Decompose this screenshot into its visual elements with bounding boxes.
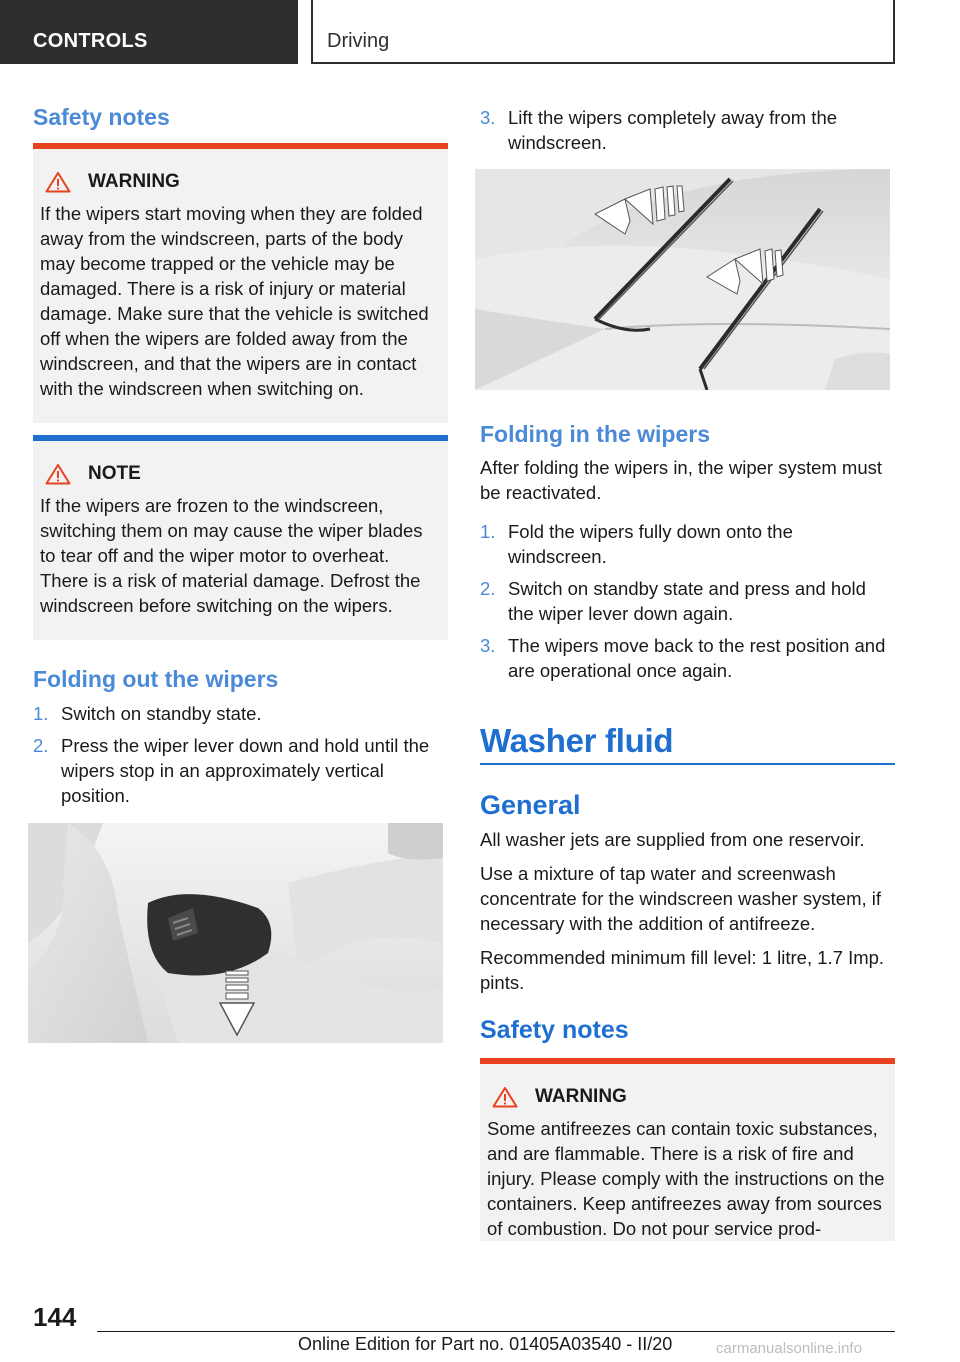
note-text: If the wipers are frozen to the windscreen, switching them on may cause the wiper blades to tear off and the wiper motor to overheat. There is a risk of material damage. Defrost the windscreen before switching on the wipers. xyxy=(40,495,423,616)
note-label: NOTE xyxy=(88,463,141,484)
folding-in-intro xyxy=(480,455,895,514)
general-paragraph: Use a mixture of tap water and screenwash concentrate for the windscreen washer system, if necessary with the addition of antifreeze. xyxy=(480,863,882,934)
general-text xyxy=(480,827,895,1004)
edition-label: Online Edition for Part no. 01405A03540 - II/20 xyxy=(298,1334,673,1354)
warning-label: WARNING xyxy=(535,1086,627,1107)
general-paragraph: All washer jets are supplied from one reservoir. xyxy=(480,829,865,850)
warning-box xyxy=(33,143,448,423)
list-item xyxy=(480,519,895,569)
step-number: 3. xyxy=(480,635,496,656)
step-text: Fold the wipers fully down onto the windscreen. xyxy=(508,521,793,567)
step-text: The wipers move back to the rest position and are operational once again. xyxy=(508,635,886,681)
warning-triangle-icon xyxy=(45,171,71,193)
step-number: 2. xyxy=(480,578,496,599)
step-number: 2. xyxy=(33,735,49,756)
step-number: 1. xyxy=(480,521,496,542)
watermark: carmanualsonline.info xyxy=(716,1340,862,1357)
warning-text: If the wipers start moving when they are folded away from the windscreen, parts of the body may become trapped or the vehicle may be damaged. There is a risk of injury or material damage. Make sure that the vehicle is switched off when the wipers are folded away from the windscreen, and that the wipers are in contact with the windscreen when switching on. xyxy=(40,203,429,399)
header-chapter-tab xyxy=(311,0,895,64)
wipers-lifted-illustration xyxy=(475,169,890,390)
lift-wipers-step xyxy=(480,105,895,162)
page-number: 144 xyxy=(33,1302,77,1332)
section-divider xyxy=(480,763,895,765)
folding-in-steps xyxy=(480,519,895,690)
warning-header xyxy=(40,171,440,193)
general-heading: General xyxy=(480,790,581,820)
step-text: Lift the wipers completely away from the windscreen. xyxy=(508,107,838,153)
washer-fluid-heading: Washer fluid xyxy=(480,722,674,759)
step-text: Switch on standby state. xyxy=(61,703,262,724)
header-section-tab xyxy=(0,0,298,64)
header-section-label: CONTROLS xyxy=(33,30,148,52)
warning-text: Some antifreezes can contain toxic substances, and are flammable. There is a risk of fire and injury. Please comply with the instructions on the containers. Keep antifreezes away from sources of combustion. Do not pour service prod- xyxy=(487,1118,885,1239)
step-text: Press the wiper lever down and hold until the wipers stop in an approximately vertical position. xyxy=(61,735,430,806)
general-paragraph: Recommended minimum fill level: 1 litre, 1.7 Imp. pints. xyxy=(480,947,885,993)
warning-triangle-icon xyxy=(492,1086,518,1108)
antifreeze-warning-box xyxy=(480,1058,895,1241)
warning-label: WARNING xyxy=(88,171,180,192)
footer-divider xyxy=(97,1331,895,1332)
list-item xyxy=(33,701,448,726)
note-header xyxy=(40,463,440,485)
list-item xyxy=(480,633,895,683)
note-triangle-icon xyxy=(45,463,71,485)
warning-header xyxy=(487,1086,887,1108)
list-item xyxy=(480,576,895,626)
list-item xyxy=(33,733,448,808)
wiper-lever-illustration xyxy=(28,823,443,1043)
list-item xyxy=(480,105,895,155)
step-number: 3. xyxy=(480,107,496,128)
header-chapter-label: Driving xyxy=(327,30,390,52)
folding-out-heading: Folding out the wipers xyxy=(33,666,279,692)
step-text: Switch on standby state and press and hold the wiper lever down again. xyxy=(508,578,866,624)
step-number: 1. xyxy=(33,703,49,724)
safety-notes-heading: Safety notes xyxy=(33,104,170,130)
folding-in-intro-text: After folding the wipers in, the wiper system must be reactivated. xyxy=(480,457,883,503)
note-box xyxy=(33,435,448,640)
folding-in-heading: Folding in the wipers xyxy=(480,421,710,447)
safety-notes-heading-2: Safety notes xyxy=(480,1016,629,1044)
folding-out-steps xyxy=(33,701,448,815)
